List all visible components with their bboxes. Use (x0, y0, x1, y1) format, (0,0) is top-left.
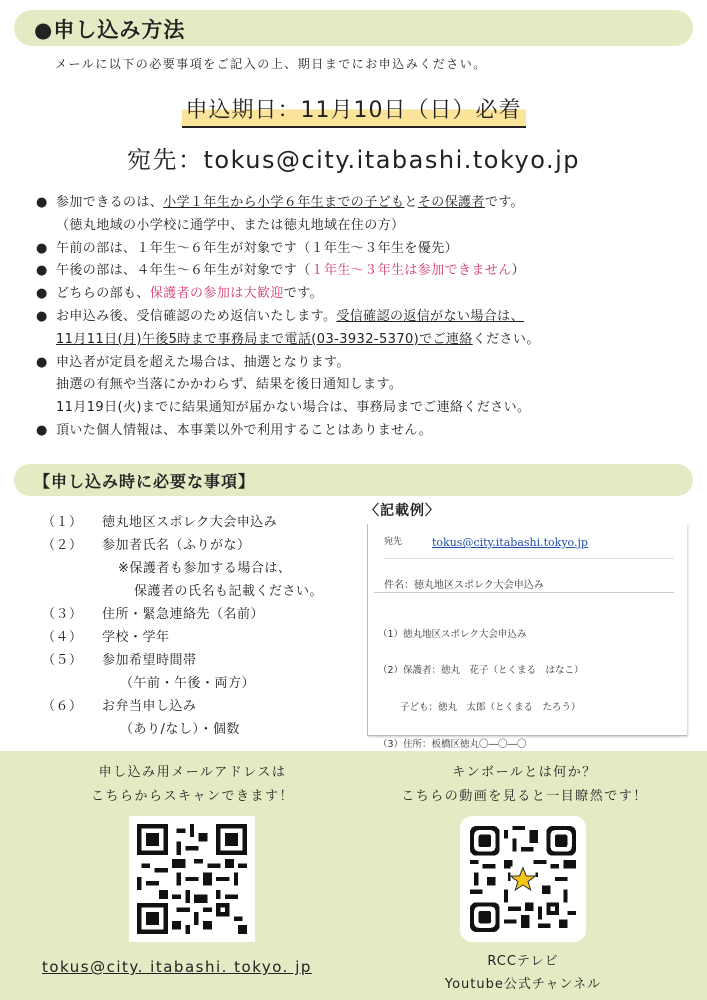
item-text: 住所・緊急連絡先（名前） (102, 607, 265, 622)
qr-code-icon (470, 826, 576, 932)
channel-label (420, 950, 626, 996)
item-number: （２） (42, 538, 83, 553)
required-item-note (42, 580, 342, 603)
required-item (42, 511, 342, 534)
example-line: （3）住所：板橋区徳丸〇―〇―〇 (378, 739, 527, 751)
note-underline: 受信確認の返信がない場合は、 (336, 308, 524, 324)
example-line: （2）保護者：徳丸 花子（とくまる はなこ） (378, 665, 584, 677)
note-text: お申込み後、受信確認のため返信いたします。 (56, 308, 337, 324)
bullet-icon: ● (36, 263, 48, 279)
item-note: ※保護者も参加する場合は、 (118, 561, 292, 576)
video-qr-caption (372, 761, 677, 809)
list-item (36, 329, 696, 352)
note-text: 午前の部は、１年生～６年生が対象です（１年生～３年生を優先） (56, 240, 459, 256)
note-emphasis: 保護者の参加は大歓迎 (149, 286, 284, 302)
required-item (42, 603, 342, 626)
deadline-block (0, 96, 707, 128)
caption-line: キンボールとは何か？ (452, 765, 597, 780)
item-text: 参加者氏名（ふりがな） (102, 538, 251, 553)
item-note: （あり/なし）・個数 (120, 722, 240, 737)
bullet-icon: ● (36, 308, 48, 324)
note-text: 頂いた個人情報は、本事業以外で利用することはありません。 (56, 422, 432, 438)
note-underline: 11月11日(月)午後5時まで事務局まで電話(03-3932-5370)でご連絡 (56, 331, 473, 347)
bullet-icon: ● (36, 422, 48, 438)
item-text: お弁当申し込み (102, 699, 197, 714)
destination-address: 宛先：tokus@city.itabashi.tokyo.jp (126, 146, 581, 174)
subject-line: 件名：徳丸地区スポレク大会申込み (384, 580, 544, 591)
note-emphasis: １年生～３年生は参加できません (310, 263, 512, 279)
mail-qr-caption (60, 761, 325, 809)
example-line: 子ども：徳丸 太郎（とくまる たろう） (378, 702, 581, 714)
intro-text: メールに以下の必要事項をご記入の上、期日までにお申込みください。 (55, 57, 487, 71)
note-text: です。 (484, 195, 524, 210)
to-label: 宛先 (384, 537, 403, 547)
bullet-icon: ● (36, 354, 48, 370)
caption-line: こちらの動画を見ると一目瞭然です！ (401, 789, 648, 804)
note-text: 午後の部は、４年生～６年生が対象です（ (56, 263, 311, 279)
item-note: （午前・午後・両方） (120, 676, 256, 691)
note-text: どちらの部も、 (56, 286, 150, 302)
example-line: （1）徳丸地区スポレク大会申込み (378, 628, 527, 640)
item-number: （１） (42, 515, 83, 530)
list-item (36, 215, 696, 238)
required-item (42, 626, 342, 649)
note-text: ください。 (472, 331, 540, 347)
list-item (36, 192, 696, 215)
list-item (36, 420, 696, 443)
required-item (42, 695, 342, 718)
list-item (36, 397, 696, 420)
example-label: 〈記載例〉 (365, 503, 440, 519)
caption-line: 申し込み用メールアドレスは (98, 765, 287, 780)
divider (384, 558, 674, 559)
item-number: （３） (42, 607, 83, 622)
list-item (36, 260, 696, 283)
list-item (36, 283, 696, 306)
section-title: 【申し込み時に必要な事項】 (34, 472, 256, 491)
section-header-how-to-apply (14, 10, 693, 46)
example-email (367, 524, 687, 751)
list-item (36, 306, 696, 329)
list-item (36, 374, 696, 397)
item-text: 学校・学年 (102, 630, 170, 645)
item-text: 参加希望時間帯 (102, 653, 197, 668)
list-item (36, 352, 696, 375)
note-text: 申込者が定員を超えた場合は、抽選となります。 (56, 354, 350, 370)
divider (374, 592, 674, 593)
bullet-icon: ● (36, 286, 48, 302)
bullet-icon: ● (36, 195, 48, 210)
required-item (42, 649, 342, 672)
note-text: です。 (283, 286, 323, 302)
required-item-note (42, 718, 342, 741)
deadline-text: 申込期日：11月10日（日）必着 (182, 96, 526, 128)
qr-code-icon (137, 824, 247, 934)
mail-address-link[interactable]: tokus@city. itabashi. tokyo. jp (42, 958, 312, 976)
note-text: 抽選の有無や当落にかかわらず、結果を後日通知します。 (56, 377, 403, 393)
note-text: 11月19日(火)までに結果通知が届かない場合は、事務局までご連絡ください。 (56, 400, 531, 416)
notes-list (36, 192, 696, 443)
mail-qr-code[interactable] (129, 816, 255, 942)
note-text: と (404, 195, 418, 210)
required-item (42, 534, 342, 557)
note-underline: 小学１年生から小学６年生までの子ども (163, 195, 405, 210)
item-number: （４） (42, 630, 83, 645)
channel-name: RCCテレビ (487, 954, 559, 969)
required-item-note (42, 557, 342, 580)
note-text: 参加できるのは、 (56, 195, 164, 210)
section-title: ●申し込み方法 (34, 18, 186, 42)
to-address-link[interactable]: tokus@city.itabashi.tokyo.jp (432, 536, 588, 549)
item-number: （５） (42, 653, 83, 668)
section-header-required-items (14, 464, 693, 496)
caption-line: こちらからスキャンできます！ (90, 789, 294, 804)
note-text: ） (511, 263, 526, 279)
item-note: 保護者の氏名も記載ください。 (134, 584, 324, 599)
required-item-note (42, 672, 342, 695)
video-qr-code[interactable] (460, 816, 586, 942)
required-items-list (42, 511, 342, 741)
item-text: 徳丸地区スポレク大会申込み (102, 515, 278, 530)
item-number: （６） (42, 699, 83, 714)
channel-subtitle: Youtube公式チャンネル (444, 977, 602, 992)
list-item (36, 238, 696, 261)
bullet-icon: ● (36, 240, 48, 256)
note-underline: その保護者 (417, 195, 485, 210)
note-text: （徳丸地域の小学校に通学中、または徳丸地域在住の方） (56, 217, 405, 233)
